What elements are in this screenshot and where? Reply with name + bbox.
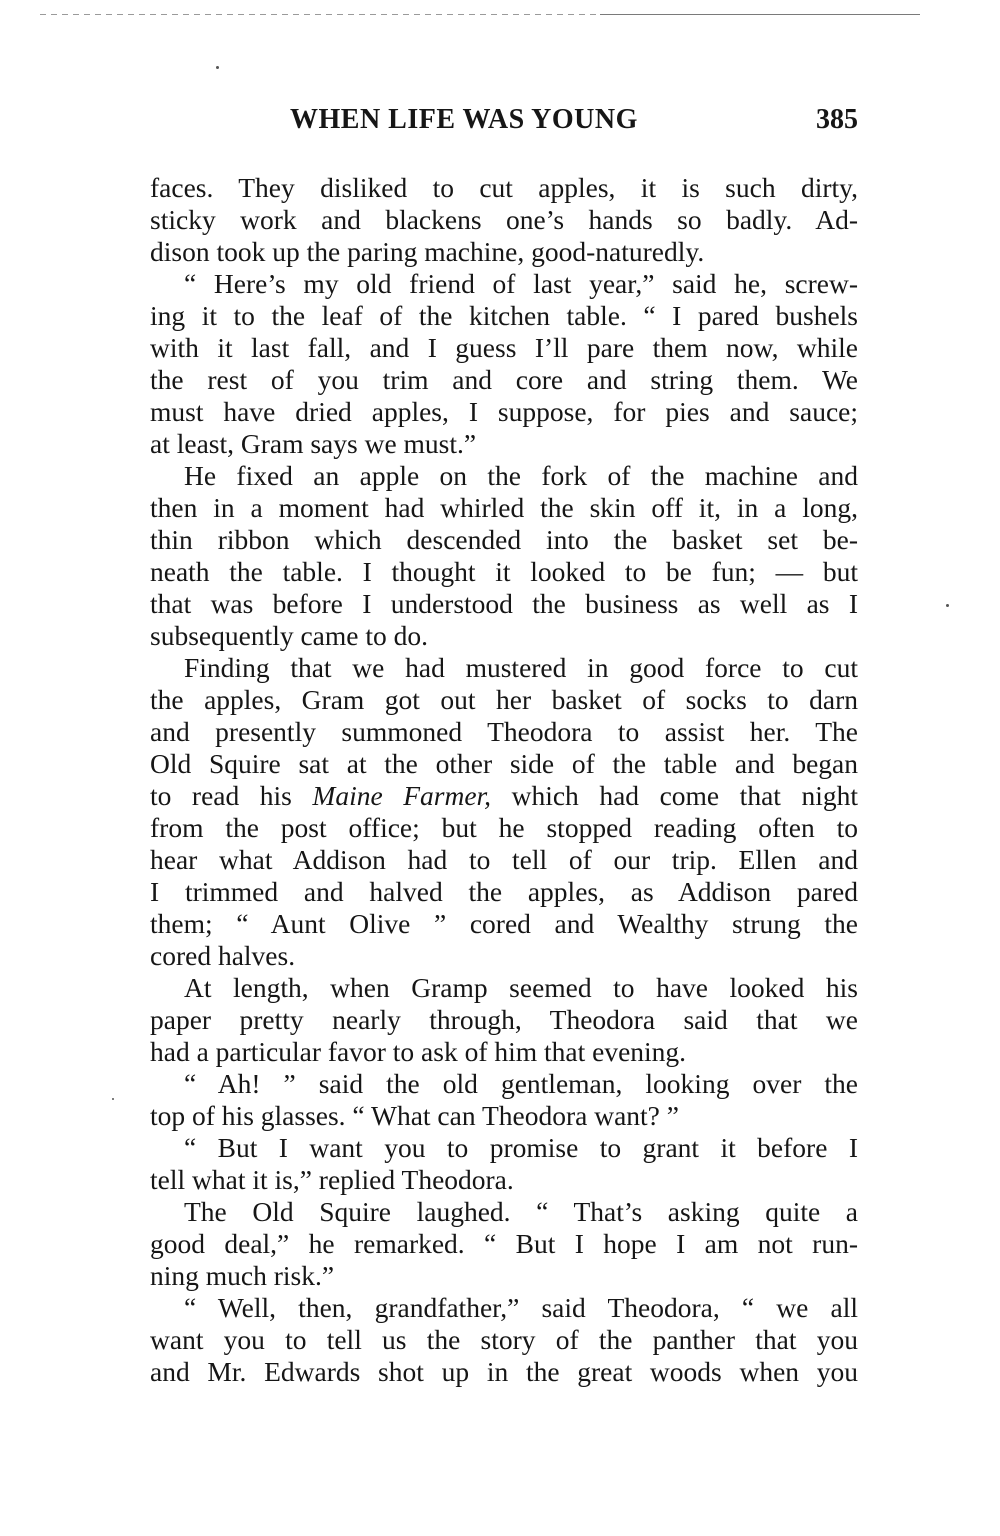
text-line bbox=[150, 1132, 858, 1164]
text-line bbox=[150, 1324, 858, 1356]
text-line bbox=[150, 492, 858, 524]
text-line-content: Finding that we had mustered in good force to cut bbox=[184, 652, 858, 683]
text-line-content: “ Well, then, grandfather,” said Theodora, “ we all bbox=[184, 1292, 858, 1323]
scan-artifact-line bbox=[40, 14, 920, 15]
text-line bbox=[150, 524, 858, 556]
text-line-content: “ But I want you to promise to grant it before I bbox=[184, 1132, 858, 1163]
text-line-content: from the post office; but he stopped reading often to bbox=[150, 812, 858, 843]
italic-title: Maine Farmer, bbox=[312, 780, 492, 811]
text-line bbox=[150, 652, 858, 684]
text-line bbox=[150, 748, 858, 780]
text-line-content: and Mr. Edwards shot up in the great woods when you bbox=[150, 1356, 858, 1387]
text-line-content: and presently summoned Theodora to assist her. The bbox=[150, 716, 858, 747]
text-line-content: the apples, Gram got out her basket of socks to darn bbox=[150, 684, 858, 715]
text-line-content: ning much risk.” bbox=[150, 1260, 335, 1291]
text-line-content: had a particular favor to ask of him that evening. bbox=[150, 1036, 687, 1067]
scan-artifact-rule bbox=[600, 14, 920, 15]
text-line-content: good deal,” he remarked. “ But I hope I am not run- bbox=[150, 1228, 858, 1259]
text-line-content: thin ribbon which descended into the basket set be- bbox=[150, 524, 858, 555]
text-line bbox=[150, 588, 858, 620]
text-line-content: subsequently came to do. bbox=[150, 620, 428, 651]
text-line-continuation: which had come that night bbox=[491, 780, 858, 811]
text-line bbox=[150, 204, 858, 236]
text-line-content: ing it to the leaf of the kitchen table. “ I pared bushels bbox=[150, 300, 858, 331]
text-line bbox=[150, 620, 858, 652]
text-line-content: must have dried apples, I suppose, for pies and sauce; bbox=[150, 396, 858, 427]
text-line bbox=[150, 812, 858, 844]
text-line bbox=[150, 940, 858, 972]
text-line bbox=[150, 972, 858, 1004]
text-line-content: with it last fall, and I guess I’ll pare them now, while bbox=[150, 332, 858, 363]
page-number: 385 bbox=[816, 104, 858, 135]
text-line-content: top of his glasses. “ What can Theodora want? ” bbox=[150, 1100, 679, 1131]
text-line bbox=[150, 556, 858, 588]
scan-speck bbox=[216, 66, 219, 69]
scan-speck bbox=[946, 604, 949, 607]
text-line bbox=[150, 908, 858, 940]
text-line bbox=[150, 684, 858, 716]
text-line-content: tell what it is,” replied Theodora. bbox=[150, 1164, 514, 1195]
text-line-content: paper pretty nearly through, Theodora said that we bbox=[150, 1004, 858, 1035]
text-line bbox=[150, 1068, 858, 1100]
scan-speck bbox=[112, 1098, 114, 1100]
text-line-content: cored halves. bbox=[150, 940, 296, 971]
text-line bbox=[150, 844, 858, 876]
running-title: WHEN LIFE WAS YOUNG bbox=[290, 104, 638, 135]
text-line bbox=[150, 876, 858, 908]
text-line bbox=[150, 1164, 858, 1196]
text-line-content: sticky work and blackens one’s hands so badly. Ad- bbox=[150, 204, 858, 235]
text-line bbox=[150, 1004, 858, 1036]
text-line bbox=[150, 460, 858, 492]
text-line bbox=[150, 1292, 858, 1324]
text-line-content: I trimmed and halved the apples, as Addison pared bbox=[150, 876, 858, 907]
text-line-content: “ Ah! ” said the old gentleman, looking over the bbox=[184, 1068, 858, 1099]
text-line bbox=[150, 1036, 858, 1068]
text-line-content: He fixed an apple on the fork of the machine and bbox=[184, 460, 858, 491]
text-line bbox=[150, 332, 858, 364]
text-line-content: “ Here’s my old friend of last year,” said he, screw- bbox=[184, 268, 858, 299]
text-line-content: At length, when Gramp seemed to have looked his bbox=[184, 972, 858, 1003]
text-line bbox=[150, 780, 858, 812]
text-line bbox=[150, 716, 858, 748]
text-line bbox=[150, 1100, 858, 1132]
text-line bbox=[150, 300, 858, 332]
text-line bbox=[150, 1356, 858, 1388]
text-line bbox=[150, 236, 858, 268]
text-line-content: dison took up the paring machine, good-naturedly. bbox=[150, 236, 705, 267]
text-line-content: that was before I understood the business as well as I bbox=[150, 588, 858, 619]
text-line-content: The Old Squire laughed. “ That’s asking quite a bbox=[184, 1196, 858, 1227]
text-line bbox=[150, 1196, 858, 1228]
page-header bbox=[150, 104, 858, 144]
text-line-content: faces. They disliked to cut apples, it is such dirty, bbox=[150, 172, 858, 203]
text-line-content: them; “ Aunt Olive ” cored and Wealthy strung the bbox=[150, 908, 858, 939]
text-line bbox=[150, 1228, 858, 1260]
text-line-content: the rest of you trim and core and string them. We bbox=[150, 364, 858, 395]
text-line bbox=[150, 428, 858, 460]
text-line-content: then in a moment had whirled the skin off it, in a long, bbox=[150, 492, 858, 523]
text-line bbox=[150, 396, 858, 428]
text-line bbox=[150, 1260, 858, 1292]
text-line-content: to read his bbox=[150, 780, 313, 811]
text-line-content: want you to tell us the story of the panther that you bbox=[150, 1324, 858, 1355]
text-line-content: at least, Gram says we must.” bbox=[150, 428, 477, 459]
text-line bbox=[150, 268, 858, 300]
text-line bbox=[150, 364, 858, 396]
text-line-content: neath the table. I thought it looked to be fun; — but bbox=[150, 556, 858, 587]
body-text bbox=[150, 172, 858, 1388]
text-line-content: Old Squire sat at the other side of the table and began bbox=[150, 748, 858, 779]
text-line bbox=[150, 172, 858, 204]
text-line-content: hear what Addison had to tell of our trip. Ellen and bbox=[150, 844, 858, 875]
